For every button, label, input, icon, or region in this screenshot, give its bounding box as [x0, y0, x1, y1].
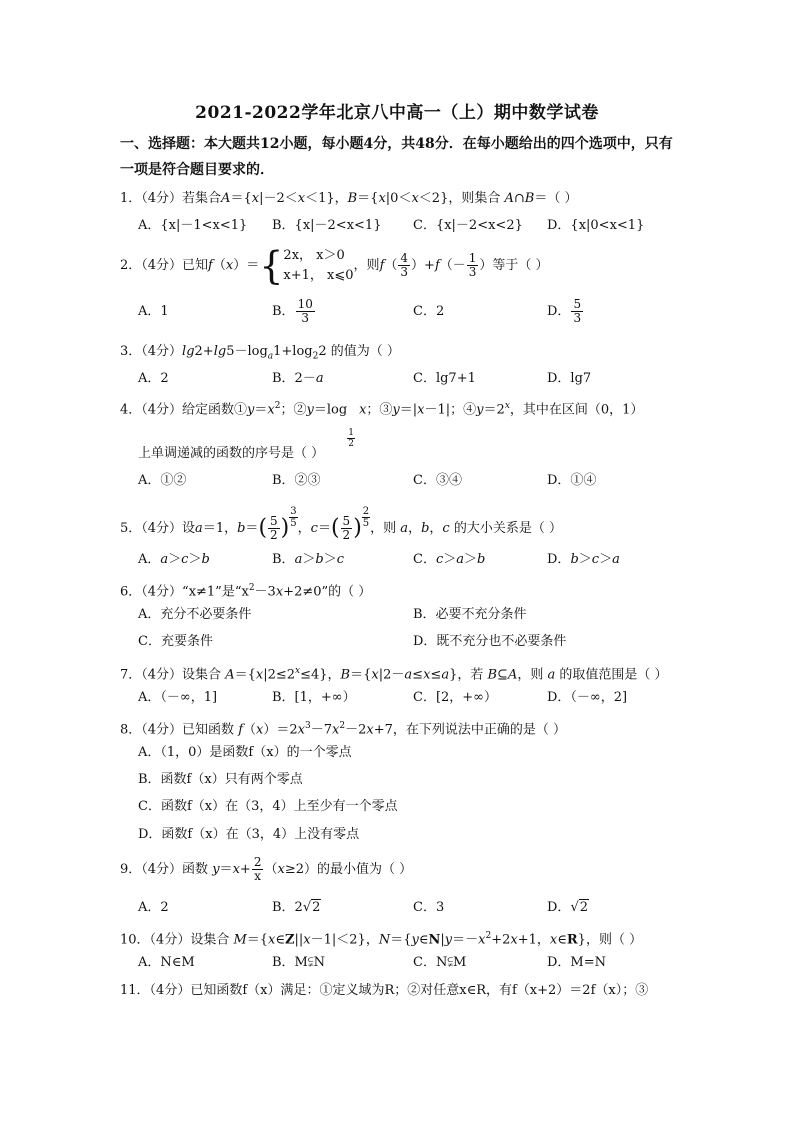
q7-option-d: D．（－∞，2] [547, 690, 628, 705]
q4-line-2: 上单调递减的函数的序号是（ ） [138, 446, 325, 461]
q10-option-a: A．N∈M [138, 955, 195, 970]
q1-option-b: B．{x|－2<x<1} [272, 218, 382, 233]
q5-head: 5．（4分）设 [120, 521, 196, 536]
question-11: 11．（4分）已知函数f（x）满足：①定义域为R；②对任意x∈R，有f（x+2）＝2f（x）；③ [120, 983, 649, 998]
q7-option-a: A．（－∞，1] [138, 690, 218, 705]
question-1: 1．（4分）若集合A＝{x|－2＜x＜1}，B＝{x|0＜x＜2}，则集合 A∩B＝（ ） [120, 191, 578, 206]
q3-option-d: D．lg7 [547, 371, 592, 386]
q9-option-d: D．√2 [547, 900, 589, 915]
q4-head: 4．（4分）给定函数① [120, 402, 248, 418]
q4-option-b: B．②③ [272, 473, 321, 488]
q2-case-1: 2x， x＞0 [283, 247, 345, 263]
q4-option-a: A．①② [138, 473, 187, 488]
q10-option-c: C．N⫋M [413, 955, 467, 970]
q2-option-c: C．2 [413, 304, 445, 319]
q1-option-d: D．{x|0<x<1} [547, 218, 645, 233]
q2-option-d: D． $\frac{5}{3}$ [547, 297, 582, 325]
q8-option-b: B．函数f（x）只有两个零点 [138, 772, 303, 787]
q3-option-c: C．lg7+1 [413, 371, 476, 386]
q3-option-a: A．2 [138, 371, 169, 386]
q5-option-d: D．b＞c＞a [547, 552, 620, 567]
q5-option-a: A．a＞c＞b [138, 552, 210, 567]
q6-option-a: A．充分不必要条件 [138, 607, 252, 622]
q2-head: 2．（4分）已知 [120, 258, 209, 273]
q6-head: 6．（4分）“x≠1”是“x [120, 584, 249, 600]
q7-option-c: C．[2，+∞） [413, 690, 498, 705]
q9-option-c: C．3 [413, 900, 445, 915]
q6-option-b: B．必要不充分条件 [413, 607, 527, 622]
q4-option-d: D．①④ [547, 473, 597, 488]
question-8: 8．（4分）已知函数 $f(x)=2x^3-7x^2-2x+7$，在下列说法中正确的是（ ） [120, 721, 566, 738]
question-7: 7．（4分）设集合 $A=\{x|2\le 2^x\le 4\}$，B＝{x|2－a≤x≤a}，若 B⊆A，则 a 的取值范围是（ ） [120, 666, 668, 683]
question-5: 5．（4分）设a＝1，b＝( $\frac{5}{2}$ ) $\frac{3}{5}$ ，c＝( $\frac{5}{2}$ ) $\frac{2}{5}$ ，则 a，b，c 的大小关系是（ ） [120, 506, 562, 542]
q1-head: 1．（4分）若集合 [120, 191, 222, 206]
q9-option-a: A．2 [138, 900, 169, 915]
q2-option-a: A．1 [138, 304, 169, 319]
question-2: 2．（4分）已知f（x）＝{ 2x， x＞0 x+1， x⩽0 ，则f（ $\frac{4}{3}$ ）+f（－ $\frac{1}{3}$ ）等于（ ） [120, 243, 549, 288]
question-10: 10．（4分）设集合 M＝{x∈Z||x－1|＜2}，$N=\{y\in N|y=-x^2+2x+1$，x∈R}，则（ ） [120, 931, 643, 948]
q10-option-d: D．M=N [547, 955, 607, 970]
question-4: 4．（4分）给定函数$①y=x^2$；②y＝log $\frac{1}{2}$ x；③y＝|x－1|；$④y=2^x$，其中在区间（0，1） [120, 401, 644, 450]
q6-option-c: C．充要条件 [138, 634, 213, 649]
q8-option-d: D．函数f（x）在（3，4）上没有零点 [138, 827, 360, 842]
q2-tail: 等于（ ） [492, 258, 549, 273]
q1-option-a: A．{x|－1<x<1} [138, 218, 248, 233]
q8-option-a: A．（1，0）是函数f（x）的一个零点 [138, 745, 352, 760]
q2-case-2: x+1， x⩽0 [283, 267, 354, 283]
question-3: 3．（4分）$\lg 2+\lg 5-\log_a1+\log_22$ 的值为（ ） [120, 344, 400, 362]
q10-option-b: B．M⫋N [272, 955, 325, 970]
q6-option-d: D．既不充分也不必要条件 [413, 634, 567, 649]
q7-option-b: B．[1，+∞） [272, 690, 356, 705]
question-9: 9．（4分）函数 y＝x+ $\frac{2}{x}$ （x≥2）的最小值为（ ） [120, 855, 413, 883]
q4-option-c: C．③④ [413, 473, 462, 488]
question-6: 6．（4分）“x≠1”是“$x^2-3x+2\ne 0$”的（ ） [120, 583, 372, 600]
q9-option-b: B．2√2 [272, 900, 321, 915]
page-title: 2021-2022学年北京八中高一（上）期中数学试卷 [195, 103, 599, 123]
q5-option-c: C．c＞a＞b [413, 552, 486, 567]
q8-option-c: C．函数f（x）在（3，4）上至少有一个零点 [138, 799, 398, 814]
q5-option-b: B．a＞b＞c [272, 552, 344, 567]
q1-option-c: C．{x|－2<x<2} [413, 218, 523, 233]
q2-option-b: B． $\frac{10}{3}$ [272, 297, 313, 325]
section-heading: 一、选择题：本大题共12小题，每小题4分，共48分．在每小题给出的四个选项中，只有一项是符合题目要求的． [120, 136, 673, 178]
q3-option-b: B．2－a [272, 371, 324, 386]
q2-then: ，则 [353, 258, 380, 273]
